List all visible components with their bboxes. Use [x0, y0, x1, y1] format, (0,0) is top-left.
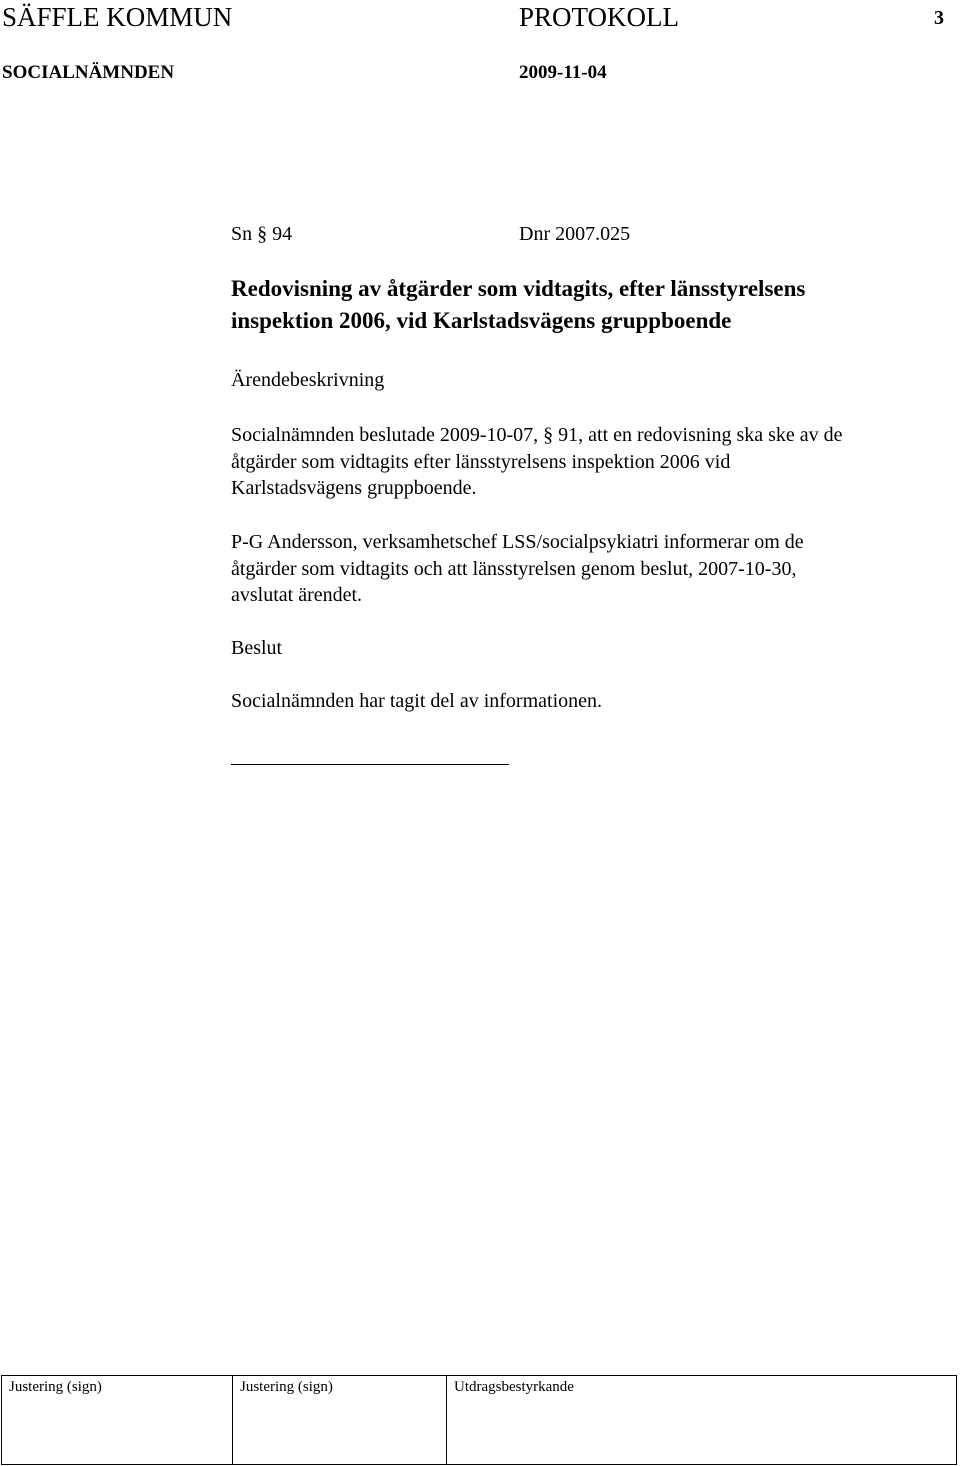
- justering-label: Justering (sign): [9, 1379, 102, 1395]
- committee-name: SOCIALNÄMNDEN: [2, 62, 175, 83]
- doc-type: PROTOKOLL: [519, 2, 680, 32]
- justering-label: Justering (sign): [240, 1379, 333, 1395]
- meeting-date: 2009-11-04: [519, 62, 607, 83]
- org-name: SÄFFLE KOMMUN: [2, 2, 233, 32]
- information-paragraph: [231, 529, 941, 609]
- justering-cell-2: [233, 1376, 447, 1464]
- case-dnr: Dnr 2007.025: [519, 223, 631, 245]
- paragraph-line: Socialnämnden beslutade 2009-10-07, § 91, att en redovisning ska ske av de: [231, 424, 843, 446]
- utdrag-cell: [447, 1376, 958, 1464]
- paragraph-line: avslutat ärendet.: [231, 584, 363, 606]
- end-rule: [231, 764, 509, 765]
- paragraph-line: Karlstadsvägens gruppboende.: [231, 477, 477, 499]
- signature-table: [1, 1375, 957, 1465]
- paragraph-number: Sn § 94: [231, 223, 293, 245]
- paragraph-line: åtgärder som vidtagits och att länsstyrelsen genom beslut, 2007-10-30,: [231, 557, 797, 580]
- description-heading: Ärendebeskrivning: [231, 369, 385, 391]
- case-title-line: inspektion 2006, vid Karlstadsvägens gruppboende: [231, 308, 732, 333]
- page-number: 3: [934, 7, 944, 29]
- decision-heading: Beslut: [231, 637, 283, 659]
- justering-cell-1: [2, 1376, 233, 1464]
- case-title: [231, 273, 931, 337]
- paragraph-line: P-G Andersson, verksamhetschef LSS/socialpsykiatri informerar om de: [231, 531, 804, 553]
- description-paragraph: [231, 422, 941, 502]
- case-title-line: Redovisning av åtgärder som vidtagits, efter länsstyrelsens: [231, 276, 806, 301]
- decision-text: Socialnämnden har tagit del av informationen.: [231, 690, 602, 712]
- paragraph-line: åtgärder som vidtagits efter länsstyrelsens inspektion 2006 vid: [231, 450, 731, 473]
- utdrag-label: Utdragsbestyrkande: [454, 1379, 574, 1395]
